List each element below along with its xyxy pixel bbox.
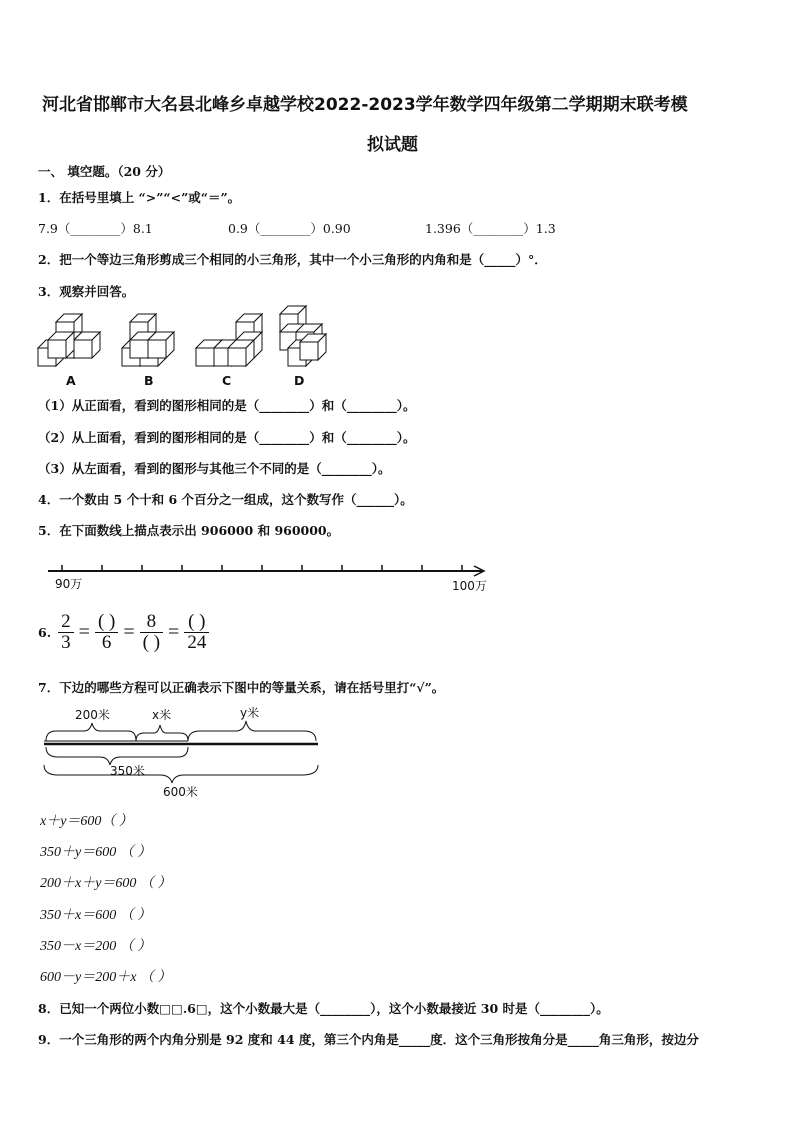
figure-b: [122, 314, 174, 366]
number-line: [42, 560, 492, 580]
q1-item-3: 1.396（________）1.3: [425, 221, 556, 236]
fraction-2: [95, 612, 118, 653]
question-4: 4．一个数由 5 个十和 6 个百分之一组成，这个数写作（______）。: [38, 492, 413, 507]
figure-d: [280, 306, 326, 366]
q3-sub-1: （1）从正面看，看到的图形相同的是（________）和（________）。: [38, 398, 416, 413]
question-2: 2．把一个等边三角形剪成三个相同的小三角形，其中一个小三角形的内角和是（_____）°．: [38, 252, 547, 267]
fraction-3-denominator: ( ): [142, 632, 161, 653]
question-7: 7．下边的哪些方程可以正确表示下图中的等量关系，请在括号里打“√”。: [38, 680, 445, 695]
figure-label-c: C: [222, 373, 232, 388]
figure-c: [196, 314, 262, 366]
q6-number: 6.: [38, 625, 52, 640]
equals-sign: =: [168, 621, 180, 643]
figure-a: [38, 314, 100, 366]
equation-3: 200＋x＋y＝600 （ ）: [40, 876, 172, 891]
q3-sub-2: （2）从上面看，看到的图形相同的是（________）和（________）。: [38, 430, 416, 445]
figure-label-b: B: [144, 373, 154, 388]
fraction-1: [58, 612, 74, 653]
number-line-left-label: 90万: [55, 577, 83, 591]
cube-figures: [30, 300, 330, 370]
question-5: 5．在下面数线上描点表示出 906000 和 960000。: [38, 523, 340, 538]
fraction-4-numerator: ( ): [184, 612, 209, 633]
fraction-4: [184, 612, 209, 653]
fraction-2-denominator: 6: [101, 632, 112, 653]
title-line-2: 拟试题: [367, 135, 418, 155]
fraction-4-denominator: 24: [187, 632, 207, 653]
section-heading: 一、 填空题。（20 分）: [38, 164, 171, 179]
question-8: 8．已知一个两位小数□□.6□，这个小数最大是（________），这个小数最接近 30 时是（________）。: [38, 1001, 609, 1016]
equation-2: 350＋y＝600 （ ）: [40, 845, 152, 860]
equation-4: 350＋x＝600 （ ）: [40, 908, 152, 923]
question-6: [38, 612, 211, 653]
equals-sign: =: [123, 621, 135, 643]
fraction-1-denominator: 3: [61, 632, 71, 653]
fraction-3: [140, 612, 163, 653]
diagram-label-600: 600米: [163, 785, 198, 799]
figure-label-a: A: [66, 373, 76, 388]
equation-5: 350－x＝200 （ ）: [40, 939, 152, 954]
fraction-2-numerator: ( ): [95, 612, 118, 633]
diagram-label-350: 350米: [110, 764, 145, 778]
question-1: 1．在括号里填上 “>”“<”或“＝”。: [38, 190, 241, 205]
diagram-label-y: y米: [240, 706, 260, 720]
question-3: 3．观察并回答。: [38, 284, 135, 299]
figure-label-d: D: [294, 373, 305, 388]
equals-sign: =: [78, 621, 90, 643]
equation-1: x＋y＝600（ ）: [40, 814, 133, 829]
diagram-label-x: x米: [152, 708, 172, 722]
question-9: 9．一个三角形的两个内角分别是 92 度和 44 度，第三个内角是_____度．这个三角形按角分是_____角三角形，按边分: [38, 1032, 699, 1047]
q3-sub-3: （3）从左面看，看到的图形与其他三个不同的是（________）。: [38, 461, 391, 476]
title-line-1: 河北省邯郸市大名县北峰乡卓越学校2022-2023学年数学四年级第二学期期末联考模: [42, 95, 688, 115]
fraction-1-numerator: 2: [58, 612, 74, 633]
fraction-3-numerator: 8: [140, 612, 163, 633]
number-line-right-label: 100万: [452, 579, 487, 593]
diagram-label-200: 200米: [75, 708, 110, 722]
q1-item-2: 0.9（________）0.90: [228, 221, 351, 236]
q1-item-1: 7.9（________）8.1: [38, 221, 153, 236]
equation-6: 600－y＝200＋x （ ）: [40, 970, 172, 985]
